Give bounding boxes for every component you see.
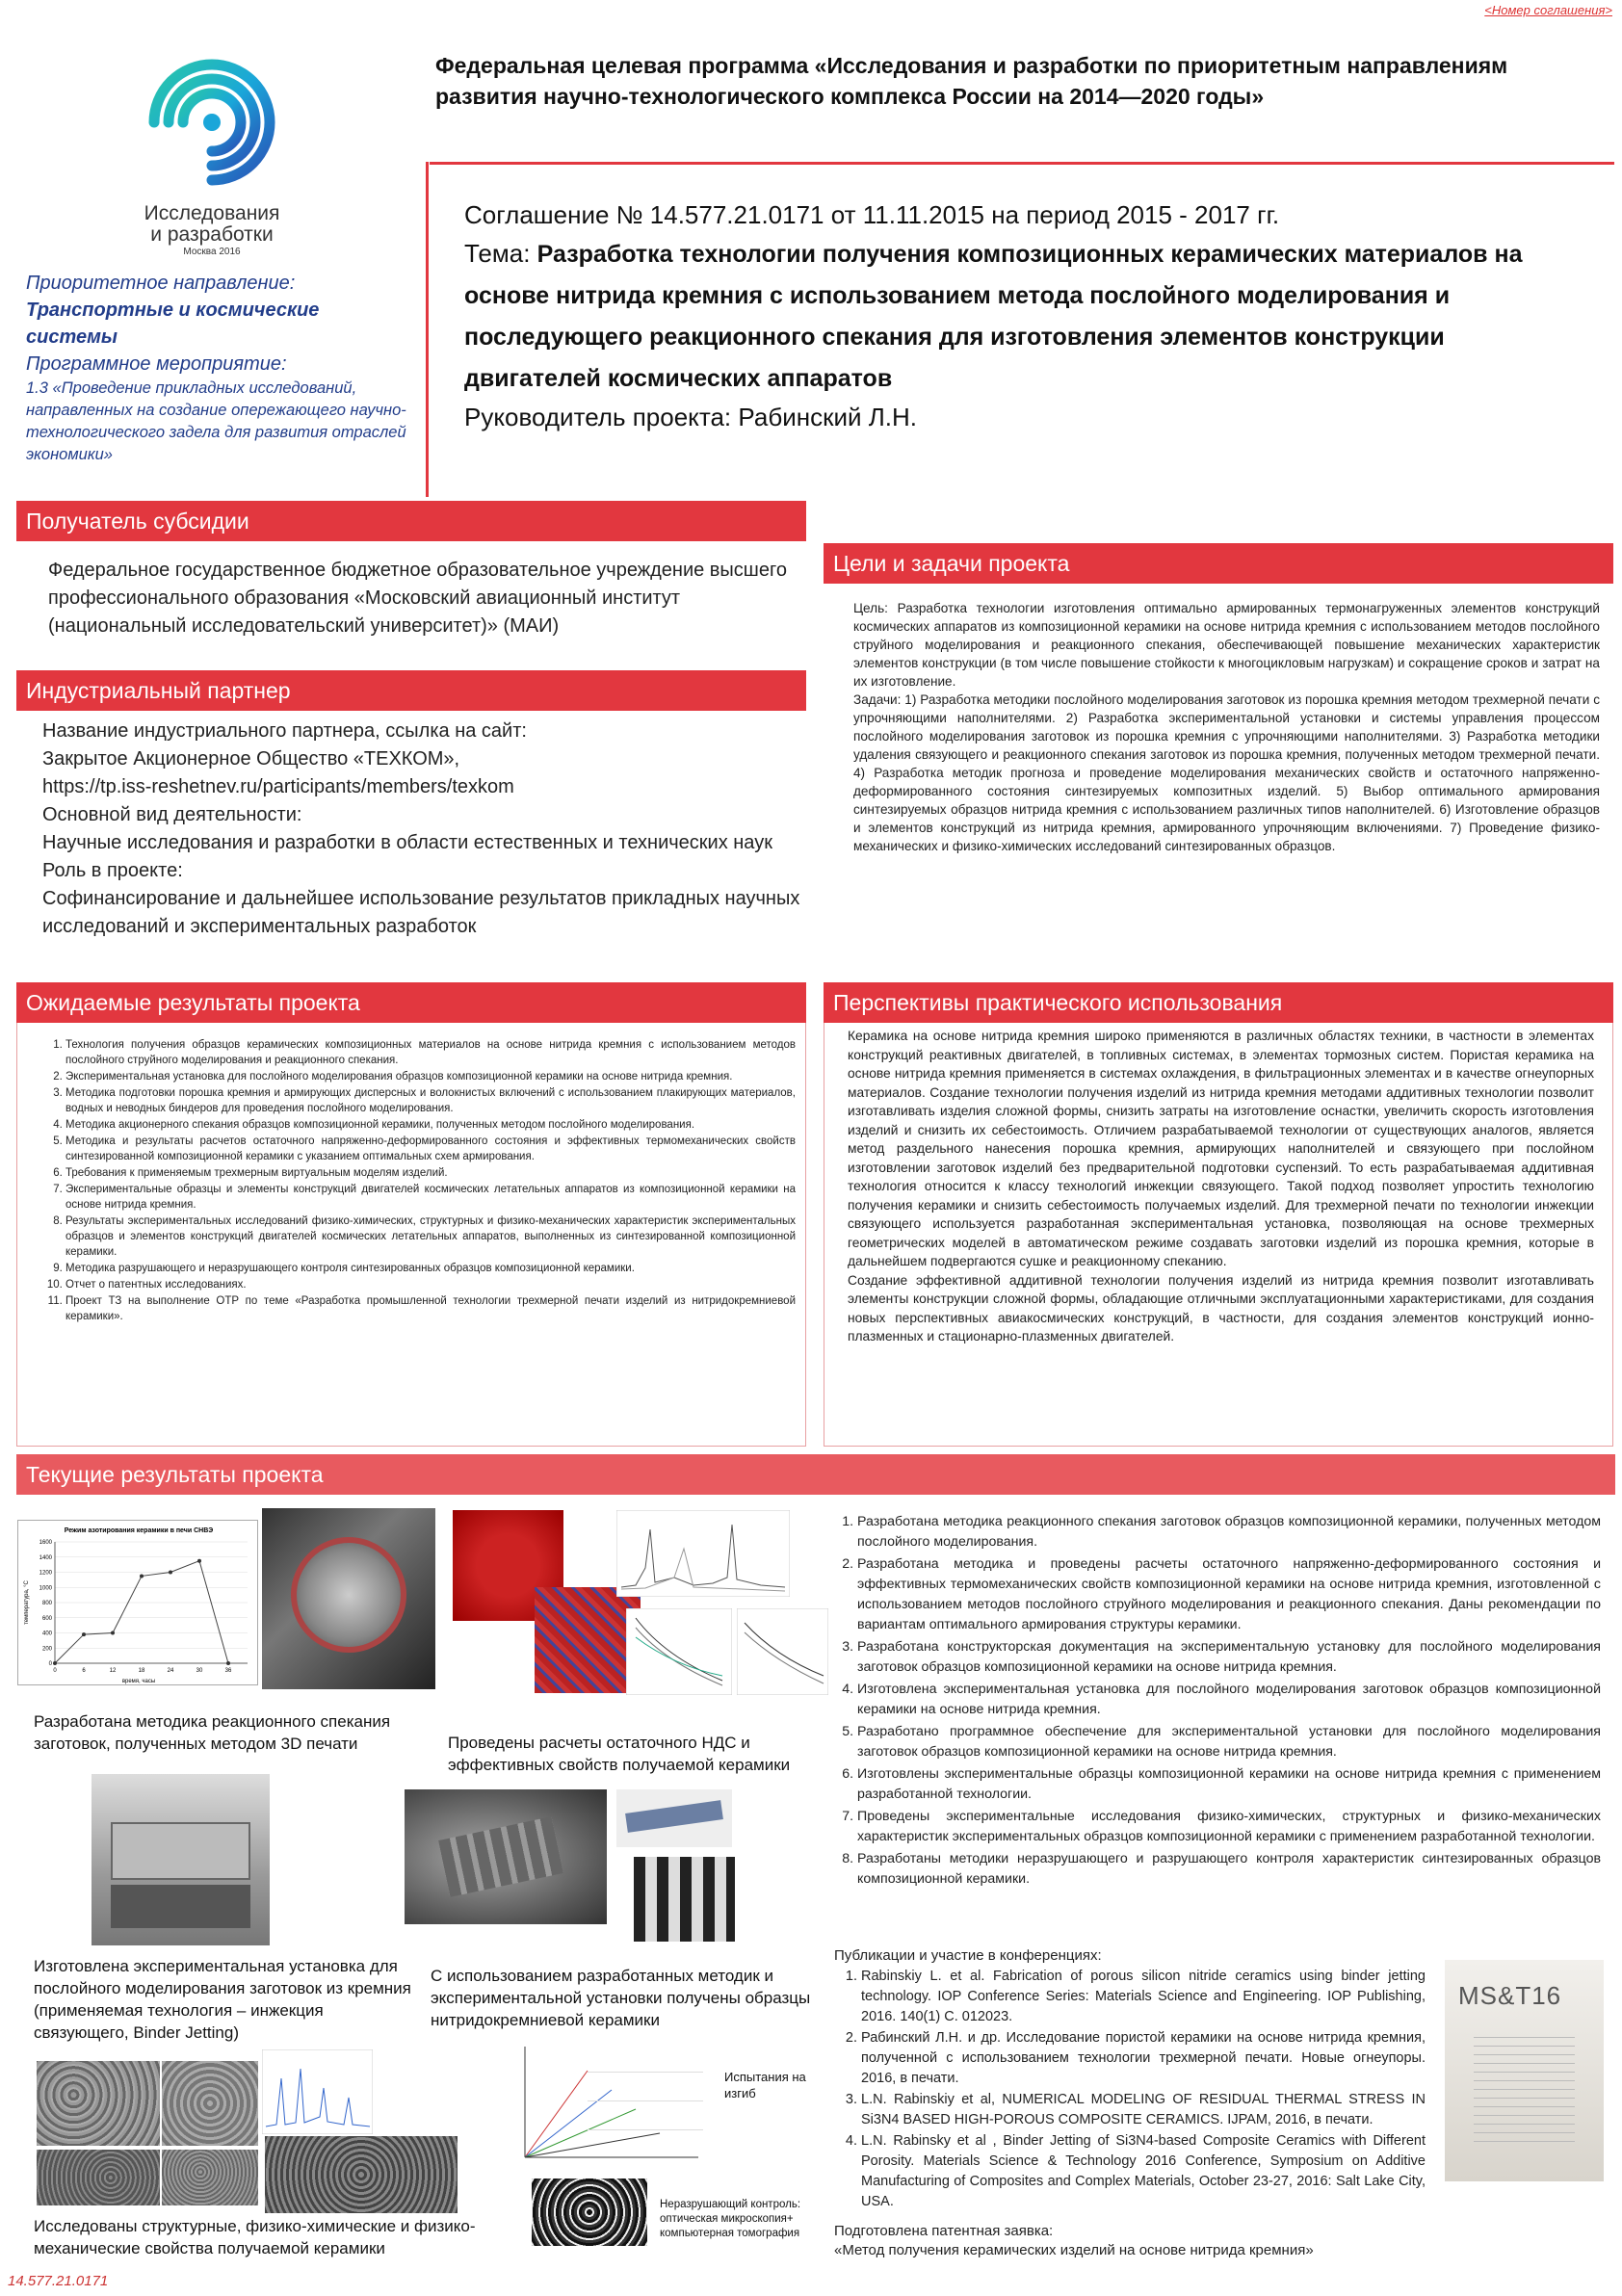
list-item: 1. Разработана методика реакционного спекания заготовок образцов композиционной керамики, полученных методом послойного моделирования.: [857, 1512, 1601, 1552]
chart-title: Режим азотирования керамики в печи СНВЭ: [64, 1527, 214, 1534]
caption-ndt: Неразрушающий контроль: оптическая микроскопия+ компьютерная томография: [660, 2199, 801, 2239]
list-item: 8. Разработаны методики неразрушающего и разрушающего контроля характеристик синтезированных образцов композиционной керамики.: [857, 1849, 1601, 1890]
expected-border: [16, 1023, 806, 1447]
property-curves-1: [626, 1608, 732, 1695]
caption-sintering: Разработана методика реакционного спекания заготовок, полученных методом 3D печати: [34, 1712, 391, 1753]
list-item: 6. Требования к применяемым трехмерным виртуальным моделям изделий.: [65, 1165, 796, 1181]
property-curves-2: [737, 1608, 828, 1695]
data-point: [226, 1661, 230, 1665]
partner-url[interactable]: https://tp.iss-reshetnev.ru/participants/members/texkom: [42, 776, 514, 797]
left-info: [26, 270, 411, 466]
rings-logo-icon: [130, 40, 294, 204]
caption-calculations: Проведены расчеты остаточного НДС и эффективных свойств получаемой керамики: [448, 1734, 791, 1774]
partner-line: Закрытое Акционерное Общество «ТЕХКОМ»,: [42, 748, 460, 770]
list-item: 8. Результаты экспериментальных исследований физико-химических, структурных и физико-механических характеристик экспериментальных образцов и элементов конструкций двигателей космических летательных аппаратов, выполненных из синтезированной композиционной керамики.: [65, 1213, 796, 1260]
list-item: 2. Разработана методика и проведены расчеты остаточного напряженно-деформированного состояния и эффективных термомеханических свойств композиционной керамики на основе нитрида кремния, изготовленной с использованием методов послойного струйного моделирования и реакционного спекания. Даны рекомендации по вариантам оптимального армирования структуры керамики.: [857, 1554, 1601, 1635]
chart-svg: [18, 1521, 259, 1686]
bar-sample-photo: [616, 1789, 732, 1847]
list-item: 5. Методика и результаты расчетов остаточного напряженно-деформированного состояния и эффективных термомеханических свойств синтезированной композиционной керамики с указанием оптимальных схем армирования.: [65, 1134, 796, 1164]
list-item: 1. Технология получения образцов керамических композиционных материалов на основе нитрида кремния с использованием методов послойного струйного моделирования и реакционного спекания.: [65, 1037, 796, 1068]
y-axis-label: температура, °С: [24, 1580, 30, 1625]
x-tick-label: 24: [167, 1668, 174, 1674]
program-title: Федеральная целевая программа «Исследования и разработки по приоритетным направлениям развития научно-технологического комплекса России на 2014—2020 годы»: [435, 53, 1508, 109]
priority-value: Транспортные и космические системы: [26, 300, 320, 348]
x-axis-label: время, часы: [121, 1679, 156, 1684]
expected-header: Ожидаемые результаты проекта: [16, 982, 806, 1023]
partner-text: [42, 718, 803, 941]
publication-item: 1. Rabinskiy L. et al. Fabrication of porous silicon nitride ceramics using binder jetting technology. IOP Conference Series: Materials Science and Engineering. IOP Publishing, 2016. 140(1) С. 012023.: [861, 1967, 1426, 2027]
header-divider: [430, 162, 1614, 165]
publications-list: [834, 1967, 1426, 2213]
spectrum-plot: [262, 2049, 373, 2134]
list-item: 6. Изготовлены экспериментальные образцы композиционной керамики на основе нитрида кремния с применением разработанной технологии.: [857, 1764, 1601, 1805]
recipient-text: Федеральное государственное бюджетное образовательное учреждение высшего профессионального образования «Московский авиационный институт (национальный исследовательский университет)» (МАИ): [48, 560, 787, 637]
partner-line: Софинансирование и дальнейшее использование результатов прикладных научных исследований и экспериментальных разработок: [42, 888, 800, 937]
partner-header: Индустриальный партнер: [16, 670, 806, 711]
furnace-photo: [262, 1508, 435, 1689]
caption-structure: Исследованы структурные, физико-химические и физико-механические свойства получаемой керамики: [34, 2217, 476, 2257]
micrograph-5: [265, 2136, 458, 2213]
tasks-text: Задачи: 1) Разработка методики послойного моделирования заготовок из порошка кремния методом трехмерной печати с упрочняющими наполнителями. 2) Разработка экспериментальной установки и системы управления процессом послойного моделирования заготовок из порошка кремния с упрочняющими наполнителями. 3) Разработка методики удаления связующего и реакционного спекания заготовок из порошка кремния, полученных методом трехмерной печати. 4) Разработка методик прогноза и проведение моделирования механических свойств и остаточного напряженно-деформированного состояния синтезируемых композитных изделий. 5) Выбор оптимального армирования синтезируемых образцов нитрида кремния с использованием различных типов наполнителей. 6) Изготовление образцов и элементов конструкций из нитрида кремния, армированного упрочняющим включениями. 7) Проведение физико-механических и физико-химических исследований синтезированных образцов.: [853, 692, 1600, 853]
y-tick-label: 600: [41, 1615, 52, 1622]
partner-line: Научные исследования и разработки в области естественных и технических наук: [42, 832, 772, 853]
recipient-header: Получатель субсидии: [16, 501, 806, 541]
ct-image: [532, 2179, 647, 2246]
perspectives-border: [824, 1023, 1613, 1447]
x-tick-label: 6: [82, 1668, 86, 1674]
y-tick-label: 400: [41, 1631, 52, 1637]
publications-title: Публикации и участие в конференциях:: [834, 1947, 1102, 1964]
data-point: [111, 1631, 115, 1635]
footer-number: 14.577.21.0171: [8, 2273, 109, 2289]
logo: [125, 40, 299, 262]
current-header: Текущие результаты проекта: [16, 1454, 1615, 1495]
goal-text: Цель: Разработка технологии изготовления оптимально армированных термонагруженных элементов конструкций космических аппаратов из композиционной керамики на основе нитрида кремния с использованием методов послойного струйного моделирования и реакционного спекания, обеспечивающей повышение механических характеристик элементов конструкции (в том числе повышение стойкости к многоцикловым нагрузкам) и сокращение сроков и затрат на их изготовление.: [853, 601, 1600, 689]
patent-label: Подготовлена патентная заявка:: [834, 2223, 1054, 2239]
list-item: 7. Проведены экспериментальные исследования физико-химических, структурных и физико-механических характеристик экспериментальных образцов композиционной керамики с применением разработанной технологии.: [857, 1807, 1601, 1847]
y-tick-label: 1000: [39, 1585, 52, 1592]
y-tick-label: 1600: [39, 1540, 52, 1546]
micrograph-4: [162, 2150, 258, 2205]
list-item: 7. Экспериментальные образцы и элементы конструкций двигателей космических летательных аппаратов из композиционной керамики на основе нитрида кремния.: [65, 1182, 796, 1213]
y-tick-label: 1400: [39, 1554, 52, 1561]
list-item: 4. Изготовлена экспериментальная установка для послойного моделирования заготовок образцов композиционной керамики на основе нитрида кремния.: [857, 1680, 1601, 1720]
measure-value: 1.3 «Проведение прикладных исследований, направленных на создание опережающего научно-технологического задела для развития отраслей экономики»: [26, 379, 406, 463]
list-item: 3. Методика подготовки порошка кремния и армирующих дисперсных и волокнистых включений с использованием плакирующих материалов, водных и неводных биндеров для проведения послойного моделирования.: [65, 1085, 796, 1116]
list-item: 5. Разработано программное обеспечение для экспериментальной установки для послойного моделирования заготовок образцов композиционной керамики на основе нитрида кремния.: [857, 1722, 1601, 1762]
list-item: 3. Разработана конструкторская документация на экспериментальную установку для послойного моделирования заготовок образцов композиционной керамики на основе нитрида кремния.: [857, 1637, 1601, 1678]
list-item: 11. Проект ТЗ на выполнение ОТР по теме «Разработка промышленной технологии трехмерной печати изделий из нитридокремниевой керамики».: [65, 1293, 796, 1324]
y-tick-label: 1200: [39, 1570, 52, 1577]
x-tick-label: 12: [109, 1668, 117, 1674]
priority-label: Приоритетное направление:: [26, 273, 296, 294]
list-item: 9. Методика разрушающего и неразрушающего контроля синтезированных образцов композиционной керамики.: [65, 1261, 796, 1276]
x-tick-label: 36: [224, 1668, 232, 1674]
y-tick-label: 800: [41, 1601, 52, 1606]
sample-set-photo: [634, 1857, 735, 1942]
x-tick-label: 18: [138, 1668, 145, 1674]
data-point: [197, 1559, 201, 1563]
agreement-number-link[interactable]: <Номер соглашения>: [1484, 3, 1612, 17]
publication-item: 4. L.N. Rabinsky et al , Binder Jetting of Si3N4-based Composite Ceramics with Different Porosity. Materials Science & Technology 2016 Conference, Symposium on Additive Manufacturing of Composites and Complex Materials, October 23-27, 2016: Salt Lake City, USA.: [861, 2131, 1426, 2212]
perspectives-header: Перспективы практического использования: [824, 982, 1613, 1023]
conference-logo: MS&T16: [1458, 1981, 1562, 2010]
agreement-line: Соглашение № 14.577.21.0171 от 11.11.2015 на период 2015 - 2017 гг.: [464, 200, 1280, 229]
logo-line3: Москва 2016: [183, 247, 241, 257]
sample-photo: [405, 1789, 607, 1924]
data-point: [140, 1574, 144, 1578]
agreement-block: [464, 196, 1572, 435]
y-tick-label: 0: [48, 1661, 52, 1667]
conference-photo: [1445, 1960, 1604, 2181]
publication-item: 3. L.N. Rabinskiy et al, NUMERICAL MODELING OF RESIDUAL THERMAL STRESS IN Si3N4 BASED HIGH-POROUS COMPOSITE CERAMICS. IJPAM, 2016, в печати.: [861, 2090, 1426, 2130]
x-tick-label: 30: [196, 1668, 203, 1674]
logo-line1: Исследования: [144, 202, 280, 224]
caption-bending: Испытания на изгиб: [724, 2070, 806, 2100]
perspectives-p1: Керамика на основе нитрида кремния широко применяются в различных областях техники, в частности в элементах конструкций реактивных двигателей, в топливных системах, в элементах тормозных систем. Пористая керамика на основе нитрида кремния применяется в системах охлаждения, в фильтрационных элементах и в качестве огнеупорных материалов. Создание технологии получения изделий из нитрида кремния методами аддитивных технологии позволит изготавливать изделия сложной формы, снизить затраты на изготовление оснастки, увеличить скорость изготовления изделий и снизить их себестоимость. Отличием разрабатываемой технологии от существующих аналогов, является метод раздельного нанесения порошка кремния, армирующих наполнителей и связующего при послойном изготовлении заготовок изделий без предварительной подготовки суспензий. То есть разрабатываемая аддитивная технология относится к классу технологий инжекции связующего. Такой подход позволяет упростить технологию получения керамики и снизить себестоимость получаемых изделий. Для трехмерной печати по технологии инжекции связующего используется разработанная экспериментальная установка, позволяющая на основе трехмерных геометрических моделей в автоматическом режиме создавать заготовки изделий из порошка кремния, которые в дальнейшем подвергаются сушке и реакционному спеканию.: [848, 1029, 1594, 1268]
xrd-plot: [616, 1510, 790, 1597]
current-results-list: [830, 1512, 1601, 1892]
list-item: 4. Методика акционерного спекания образцов композиционной керамики, полученных методом послойного моделирования.: [65, 1117, 796, 1133]
caption-installation: Изготовлена экспериментальная установка для послойного моделирования заготовок из кремния (применяемая технология – инжекция связующего, Binder Jetting): [34, 1957, 411, 2042]
patent-title: «Метод получения керамических изделий на основе нитрида кремния»: [834, 2242, 1314, 2258]
list-item: 2. Экспериментальная установка для послойного моделирования образцов композиционной керамики на основе нитрида кремния.: [65, 1069, 796, 1084]
printer-photo: [92, 1774, 270, 1945]
left-divider: [426, 162, 429, 497]
goals-text: [853, 599, 1600, 855]
micrograph-3: [162, 2061, 258, 2146]
topic-label: Тема:: [464, 239, 537, 268]
partner-line: Роль в проекте:: [42, 860, 183, 881]
bending-legend: [588, 2044, 703, 2130]
goals-header: Цели и задачи проекта: [824, 543, 1613, 584]
simulation-cube-2: [535, 1587, 641, 1693]
micrograph-1: [37, 2061, 160, 2146]
publication-item: 2. Рабинский Л.Н. и др. Исследование пористой керамики на основе нитрида кремния, полученной с использованием технологии трехмерной печати. Новые огнеупоры. 2016, в печати.: [861, 2028, 1426, 2089]
caption-samples: С использованием разработанных методик и экспериментальной установки получены образцы нитридокремниевой керамики: [431, 1967, 811, 2029]
measure-label: Программное мероприятие:: [26, 353, 287, 375]
project-leader: Руководитель проекта: Рабинский Л.Н.: [464, 403, 918, 431]
partner-line: Название индустриального партнера, ссылка на сайт:: [42, 720, 527, 742]
x-tick-label: 0: [53, 1668, 57, 1674]
list-item: 10. Отчет о патентных исследованиях.: [65, 1277, 796, 1292]
data-point: [53, 1661, 57, 1665]
perspectives-p2: Создание эффективной аддитивной технологии получения изделий из нитрида кремния позволит изготавливать элементы конструкции сложной формы, обладающие отличными эксплуатационными характеристиками, для создания новых перспективных авиакосмических конструкций, в частности, для создания элементов конструкций ионно-плазменных и стационарно-плазменных двигателей.: [848, 1272, 1594, 1344]
micrograph-2: [37, 2150, 160, 2205]
logo-line2: и разработки: [150, 223, 274, 246]
data-point: [169, 1571, 172, 1575]
partner-line: Основной вид деятельности:: [42, 804, 302, 825]
nitriding-chart: [17, 1520, 258, 1685]
y-tick-label: 200: [41, 1646, 52, 1653]
data-point: [82, 1632, 86, 1636]
topic-text: Разработка технологии получения композиционных керамических материалов на основе нитрида кремния с использованием метода послойного моделирования и последующего реакционного спекания для изготовления элементов конструкции двигателей космических аппаратов: [464, 241, 1523, 392]
